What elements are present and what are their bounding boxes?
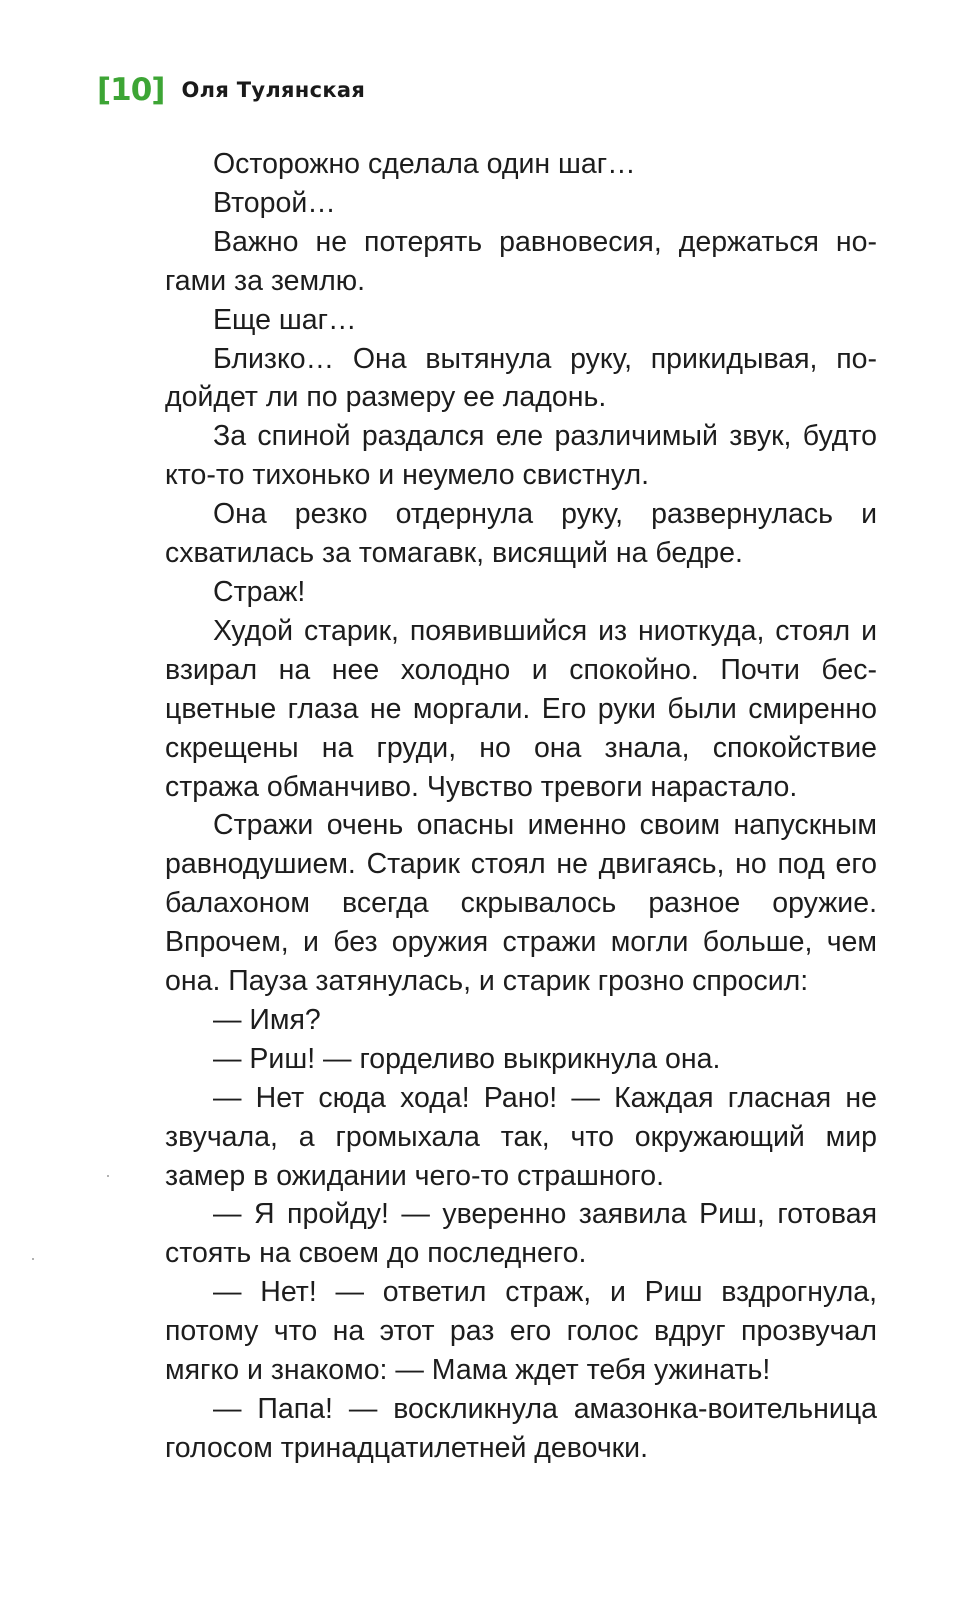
paragraph: — Риш! — горделиво выкрикнула она. — [213, 1042, 721, 1075]
paragraph: Важно не потерять равновесия, держаться ногами за землю. — [165, 225, 877, 297]
author-name: Оля Тулянская — [181, 78, 366, 102]
paragraph: — Я пройду! — уверенно заявила Риш, готовая стоять на своем до последнего. — [165, 1198, 877, 1270]
paragraph: Еще шаг… — [213, 303, 357, 336]
paragraph: За спиной раздался еле различимый звук, будто кто-то тихонько и неумело свистнул. — [165, 420, 877, 492]
paragraph: Стражи очень опасны именно своим напускным равнодушием. Старик стоял не двигаясь, но под его балахоном всегда скрывалось разное оружие. Впрочем, и без оружия стражи могли больше, чем она. Пауза затянулась, и старик грозно спросил: — [165, 809, 877, 998]
paragraph: — Нет! — ответил страж, и Риш вздрогнула, потому что на этот раз его голос вдруг прозвучал мягко и знакомо: — Мама ждет тебя ужинать! — [165, 1276, 877, 1387]
paragraph: — Папа! — воскликнула амазонка-воительница голосом тринадцатилетней девочки. — [165, 1393, 877, 1464]
paragraph: Близко… Она вытянула руку, прикидывая, подойдет ли по размеру ее ладонь. — [165, 342, 877, 414]
running-header — [97, 68, 365, 112]
paragraph: Осторожно сделала один шаг… — [213, 148, 636, 180]
paragraph: Она резко отдернула руку, развернулась и схватилась за томагавк, висящий на бедре. — [165, 498, 877, 570]
paragraph: Второй… — [213, 186, 336, 219]
paragraph: — Нет сюда хода! Рано! — Каждая гласная не звучала, а громыхала так, что окружающий мир замер в ожидании чего-то страшного. — [165, 1081, 877, 1192]
paragraph: Худой старик, появившийся из ниоткуда, стоял и взирал на нее холодно и спокойно. Почти бесцветные глаза не моргали. Его руки были смиренно скрещены на груди, но она знала, спокойствие стража обманчиво. Чувство тревоги нарастало. — [165, 614, 877, 803]
scan-speck — [32, 1258, 34, 1260]
scan-speck — [107, 1175, 109, 1177]
paragraph: Страж! — [213, 575, 306, 608]
body-text — [165, 145, 877, 1468]
paragraph: — Имя? — [213, 1003, 321, 1036]
page-number: [10] — [97, 72, 165, 108]
